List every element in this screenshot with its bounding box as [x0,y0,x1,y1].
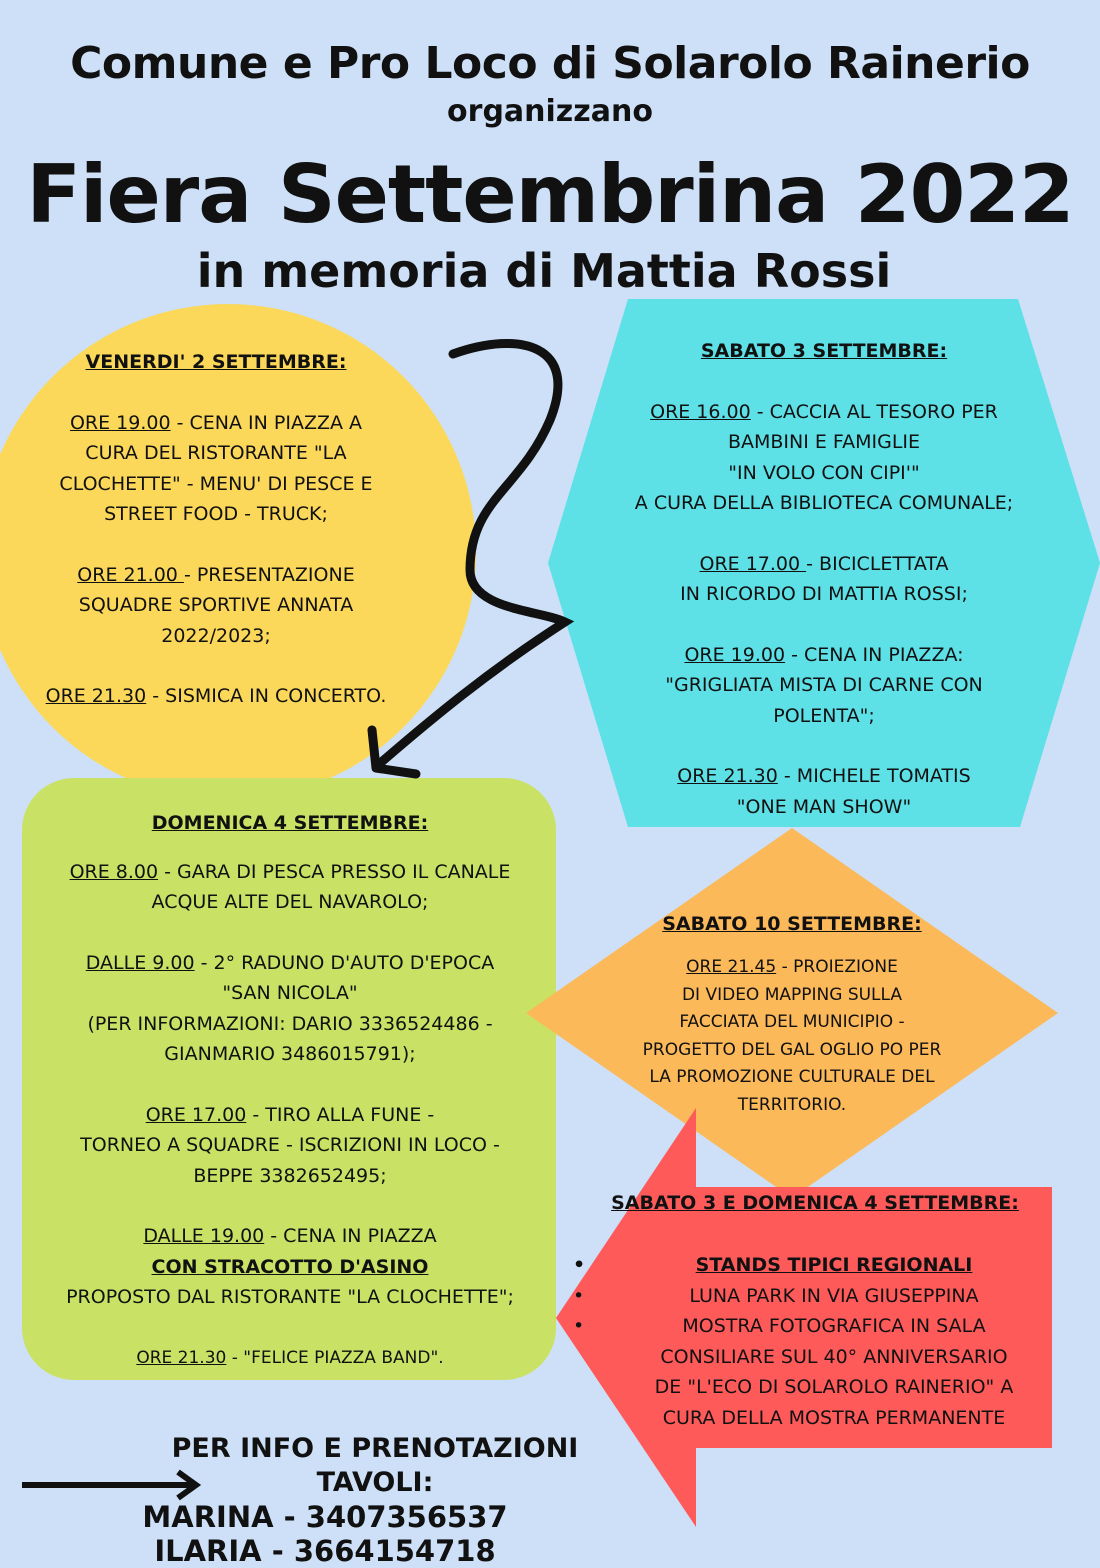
sunday-e4-line3: PROPOSTO DAL RISTORANTE "LA CLOCHETTE"; [66,1286,514,1308]
sunday-e3-line3: BEPPE 3382652495; [193,1164,387,1187]
saturday3-e1-line4: A CURA DELLA BIBLIOTECA COMUNALE; [634,492,1014,514]
organize-subheading: organizzano [447,94,653,129]
friday-e2-line3: 2022/2023; [161,624,271,647]
sunday-e1-line2: ACQUE ALTE DEL NAVAROLO; [151,891,429,913]
friday-e1-text: - CENA IN PIAZZA A [170,411,363,434]
saturday3-e2-text: - BICICLETTATA [806,552,949,575]
friday-e1-line4: STREET FOOD - TRUCK; [104,503,328,525]
footer-info [120,1432,630,1568]
sunday-e4-line2: CON STRACOTTO D'ASINO [151,1255,429,1278]
sunday-e2-time: DALLE 9.00 [85,951,195,974]
sunday-e5-time: ORE 21.30 [136,1347,227,1368]
saturday10-title: SABATO 10 SETTEMBRE: [662,913,922,935]
friday-e1-time: ORE 19.00 [69,411,171,434]
sunday-e1-text: - GARA DI PESCA PRESSO IL CANALE [158,860,511,883]
sunday-e1-time: ORE 8.00 [69,860,159,883]
saturday10-e1-text: - PROIEZIONE [776,957,898,977]
saturday3-e1-line2: BAMBINI E FAMIGLIE [727,431,921,453]
footer-info-label: PER INFO E PRENOTAZIONI TAVOLI: [171,1433,579,1498]
friday-title: VENERDI' 2 SETTEMBRE: [85,351,347,373]
sunday-e2-line4: GIANMARIO 3486015791); [164,1043,416,1065]
saturday3-e3-line3: POLENTA"; [773,704,875,727]
memorial-subtitle: in memoria di Mattia Rossi [196,244,892,298]
weekend-item-lunapark: • LUNA PARK IN VIA GIUSEPPINA [625,1281,1043,1312]
sunday-section [30,808,550,1373]
weekend-item-mostra-l1: MOSTRA FOTOGRAFICA IN SALA [682,1315,986,1337]
saturday3-e3-text: - CENA IN PIAZZA: [785,643,964,666]
friday-e2-text: - PRESENTAZIONE [183,563,355,586]
saturday3-e3-line2: "GRIGLIATA MISTA DI CARNE CON [665,674,983,696]
saturday3-e4-line2: "ONE MAN SHOW" [736,795,912,818]
sunday-e4-time: DALLE 19.00 [143,1225,265,1247]
saturday3-e4-time: ORE 21.30 [677,765,778,787]
saturday3-section [592,336,1056,822]
friday-e3-text: - SISMICA IN CONCERTO. [146,685,387,707]
friday-e2-time: ORE 21.00 [77,563,184,586]
friday-e3-time: ORE 21.30 [45,685,147,707]
saturday10-e1-line6: TERRITORIO. [737,1094,847,1115]
saturday3-e3-time: ORE 19.00 [684,643,786,666]
saturday3-e2-time: ORE 17.00 [699,552,807,575]
sunday-title: DOMENICA 4 SETTEMBRE: [151,812,429,834]
saturday3-title: SABATO 3 SETTEMBRE: [700,340,948,362]
sunday-e3-line2: TORNEO A SQUADRE - ISCRIZIONI IN LOCO - [80,1134,500,1156]
saturday10-e1-time: ORE 21.45 [686,957,777,977]
saturday3-e2-line2: IN RICORDO DI MATTIA ROSSI; [680,583,968,605]
saturday3-e1-time: ORE 16.00 [650,400,751,423]
weekend-item-mostra-l3: DE "L'ECO DI SOLAROLO RAINERIO" A [654,1376,1014,1398]
saturday10-e1-line4: PROGETTO DEL GAL OGLIO PO PER [642,1039,942,1060]
weekend-item-stands: • STANDS TIPICI REGIONALI [625,1250,1043,1281]
footer-contact-ilaria: ILARIA - 3664154718 [154,1534,496,1568]
friday-e2-line2: SQUADRE SPORTIVE ANNATA [78,594,354,616]
event-title: Fiera Settembrina 2022 [26,148,1074,241]
weekend-item-mostra-l2: CONSILIARE SUL 40° ANNIVERSARIO [660,1345,1008,1368]
saturday10-e1-line2: DI VIDEO MAPPING SULLA [681,984,903,1005]
sunday-e2-text: - 2° RADUNO D'AUTO D'EPOCA [194,951,495,974]
saturday10-e1-line5: LA PROMOZIONE CULTURALE DEL [649,1067,935,1088]
friday-section [26,347,406,712]
weekend-item-mostra [625,1311,1043,1342]
sunday-e2-line2: "SAN NICOLA" [222,982,358,1004]
sunday-e3-time: ORE 17.00 [145,1103,247,1126]
friday-e1-line3: CLOCHETTE" - MENU' DI PESCE E [59,472,373,495]
organizers-heading: Comune e Pro Loco di Solarolo Rainerio [70,38,1030,89]
weekend-list [625,1250,1043,1433]
saturday3-e4-text: - MICHELE TOMATIS [777,765,971,787]
sunday-e3-text: - TIRO ALLA FUNE - [246,1103,435,1126]
footer-contact-marina: MARINA - 3407356537 [142,1500,508,1534]
saturday10-e1-line3: FACCIATA DEL MUNICIPIO - [679,1012,905,1033]
sunday-e4-text: - CENA IN PIAZZA [264,1225,437,1247]
saturday10-section [598,910,986,1120]
sunday-e5-text: - "FELICE PIAZZA BAND". [226,1347,444,1368]
friday-e1-line2: CURA DEL RISTORANTE "LA [85,442,347,464]
weekend-item-mostra-l4: CURA DELLA MOSTRA PERMANENTE [662,1406,1006,1429]
sunday-e2-line3: (PER INFORMAZIONI: DARIO 3336524486 - [87,1012,493,1035]
weekend-title: SABATO 3 E DOMENICA 4 SETTEMBRE: [611,1192,1019,1214]
saturday3-e1-line3: "IN VOLO CON CIPI'" [728,461,920,484]
saturday3-e1-text: - CACCIA AL TESORO PER [750,400,998,423]
